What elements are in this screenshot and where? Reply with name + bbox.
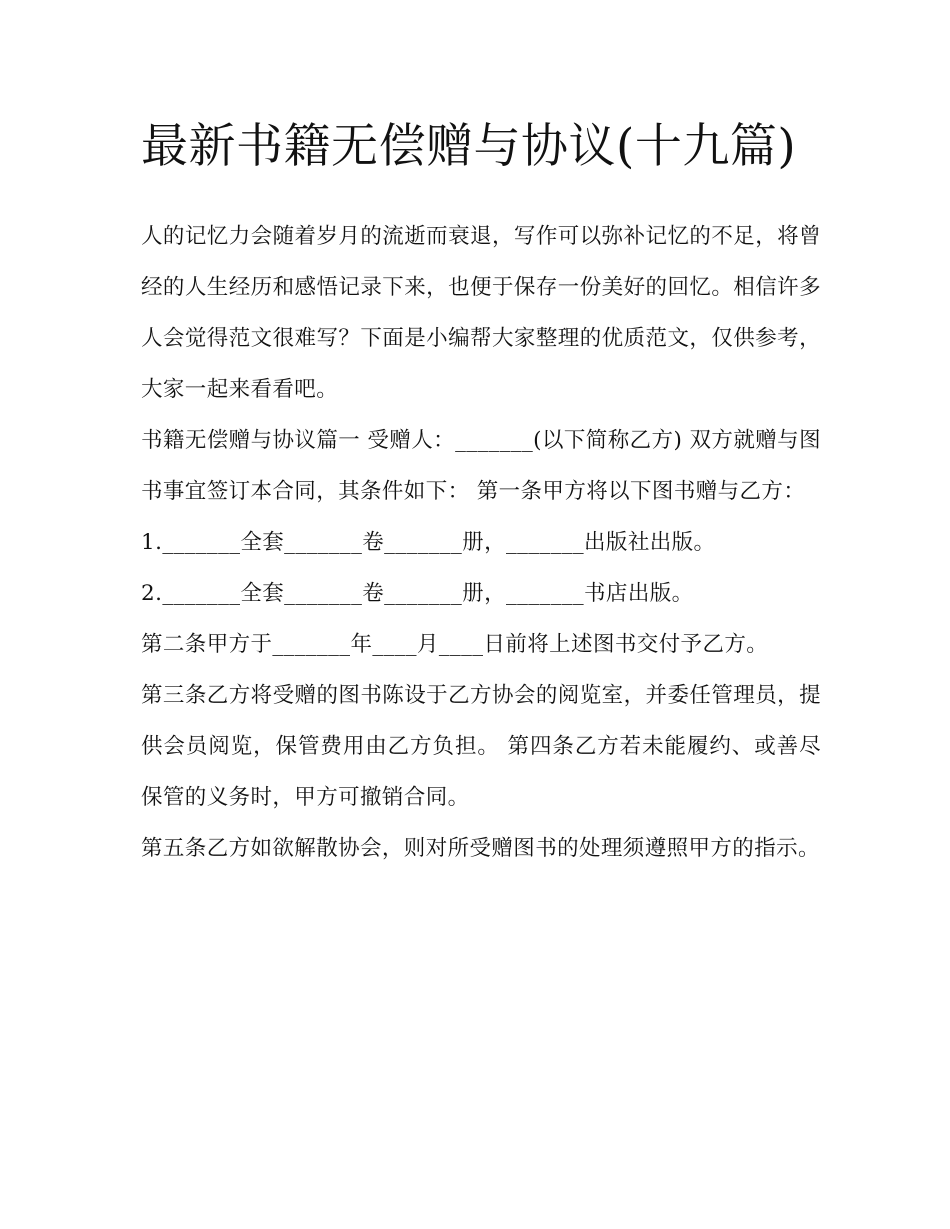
intro-paragraph: 人的记忆力会随着岁月的流逝而衰退，写作可以弥补记忆的不足，将曾经的人生经历和感悟记录下来，也便于保存一份美好的回忆。相信许多人会觉得范文很难写？下面是小编帮大家整理的优质范文，仅供参考，大家一起来看看吧。: [141, 224, 821, 402]
agreement-opening-paragraph: 书籍无偿赠与协议篇一 受赠人：_______(以下简称乙方) 双方就赠与图书事宜签订本合同，其条件如下： 第一条甲方将以下图书赠与乙方：: [141, 428, 821, 504]
document-title: 最新书籍无偿赠与协议(十九篇): [141, 119, 797, 174]
article-3-4-paragraph: 第三条乙方将受赠的图书陈设于乙方协会的阅览室，并委任管理员，提供会员阅览，保管费用由乙方负担。 第四条乙方若未能履约、或善尽保管的义务时，甲方可撤销合同。: [141, 683, 821, 810]
document-content: [141, 108, 821, 874]
article-2-paragraph: 第二条甲方于_______年____月____日前将上述图书交付予乙方。: [141, 632, 769, 657]
article-5-paragraph: 第五条乙方如欲解散协会，则对所受赠图书的处理须遵照甲方的指示。: [141, 836, 820, 861]
book-item-1: 1._______全套_______卷_______册，_______出版社出版。: [141, 530, 716, 555]
document-body: [141, 211, 821, 874]
book-item-2: 2._______全套_______卷_______册，_______书店出版。: [141, 581, 694, 606]
